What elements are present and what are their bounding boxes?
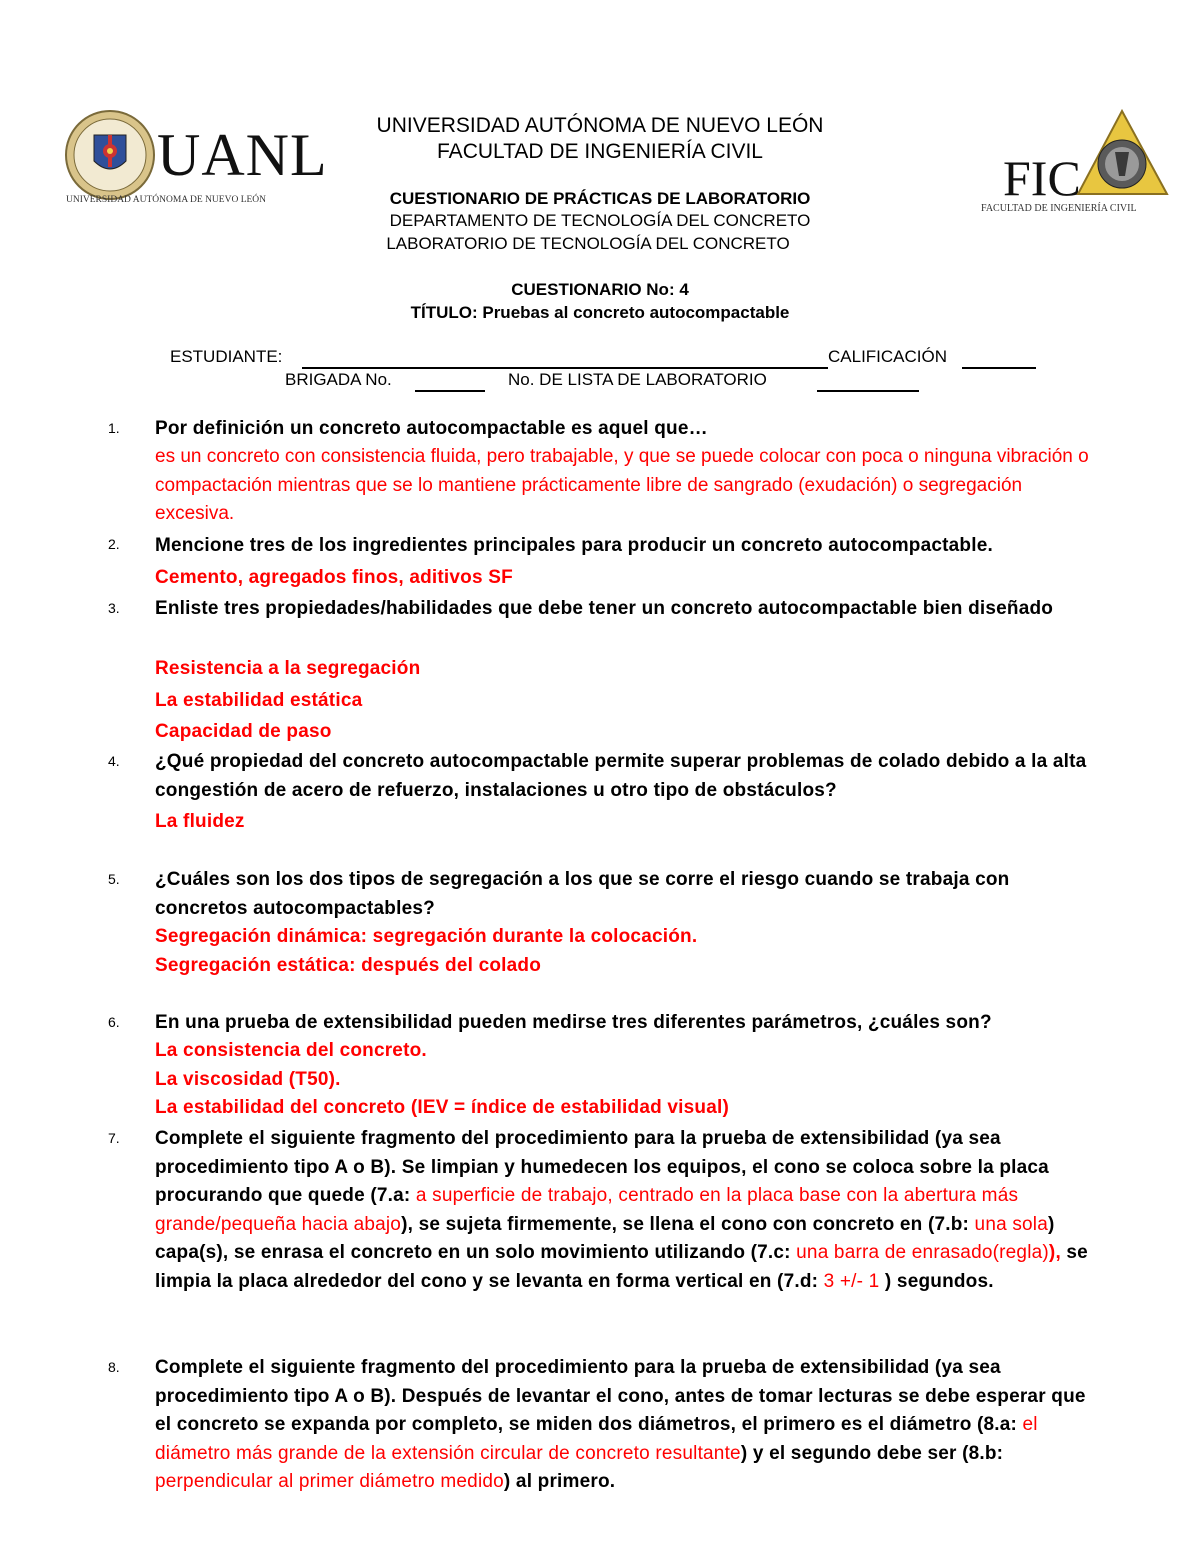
answer-6-item: La consistencia del concreto. xyxy=(155,1040,427,1061)
answer-7c: una barra de enrasado(regla) xyxy=(796,1242,1049,1263)
question-number: 5. xyxy=(108,871,120,887)
answer-8a: el diámetro más grande de la extensión circular de concreto resultante xyxy=(155,1414,1038,1464)
q8-text: ) y el segundo debe ser (8.b: xyxy=(740,1442,1004,1464)
question-8 xyxy=(155,1354,1090,1497)
q7-text: se limpia la placa alrededor del cono y se levanta en forma vertical en (7.d: xyxy=(155,1242,1088,1292)
q8-text: Complete el siguiente fragmento del procedimiento para la prueba de extensibilidad (ya sea procedimiento tipo A o B). Después de levantar el cono, antes de tomar lecturas se debe esperar que el concreto se expanda por completo, se miden dos diámetros, el primero es el diámetro (8.a: xyxy=(155,1357,1086,1435)
answer-2: Cemento, agregados finos, aditivos SF xyxy=(155,567,513,588)
q7-text: Complete el siguiente fragmento del procedimiento para la prueba de extensibilidad (ya sea procedimiento tipo A o B). Se limpian y humedecen los equipos, el cono se coloca sobre la placa procurando que quede (7.a: xyxy=(155,1128,1049,1206)
question-number: 4. xyxy=(108,753,120,769)
answer-7c-end: ), xyxy=(1048,1242,1061,1263)
answer-3-item: Resistencia a la segregación xyxy=(155,658,421,679)
fic-wordmark: FIC xyxy=(1003,150,1081,206)
student-label: ESTUDIANTE: xyxy=(170,347,283,366)
question-1: Por definición un concreto autocompactable es aquel que… xyxy=(155,418,708,439)
university-name: UNIVERSIDAD AUTÓNOMA DE NUEVO LEÓN xyxy=(376,114,824,137)
grade-label: CALIFICACIÓN xyxy=(828,347,948,366)
question-number: 7. xyxy=(108,1130,120,1146)
answer-8b: perpendicular al primer diámetro medido xyxy=(155,1471,504,1492)
question-number: 2. xyxy=(108,536,120,552)
question-3: Enliste tres propiedades/habilidades que debe tener un concreto autocompactable bien diseñado xyxy=(155,598,1054,619)
answer-3-item: La estabilidad estática xyxy=(155,690,363,711)
answer-4: La fluidez xyxy=(155,811,245,832)
brigade-label: BRIGADA No. xyxy=(285,370,392,389)
laboratory-name: LABORATORIO DE TECNOLOGÍA DEL CONCRETO xyxy=(386,234,790,253)
q8-text: ) al primero. xyxy=(503,1471,616,1492)
answer-6-item: La viscosidad (T50). xyxy=(155,1069,341,1090)
question-number: 8. xyxy=(108,1359,120,1375)
question-number: 1. xyxy=(108,420,120,436)
department-name: DEPARTAMENTO DE TECNOLOGÍA DEL CONCRETO xyxy=(389,211,811,230)
question-number: 6. xyxy=(108,1014,120,1030)
question-5: ¿Cuáles son los dos tipos de segregación a los que se corre el riesgo cuando se trabaja con concretos autocompactables? xyxy=(155,869,1010,919)
list-number-label: No. DE LISTA DE LABORATORIO xyxy=(508,370,767,389)
answer-7b: una sola xyxy=(974,1213,1048,1235)
question-7 xyxy=(155,1125,1090,1296)
faculty-name: FACULTAD DE INGENIERÍA CIVIL xyxy=(437,140,763,163)
grade-field[interactable] xyxy=(962,367,1036,369)
question-6: En una prueba de extensibilidad pueden medirse tres diferentes parámetros, ¿cuáles son? xyxy=(155,1012,992,1033)
q7-text: ) segundos. xyxy=(879,1270,994,1292)
answer-3-item: Capacidad de paso xyxy=(155,721,332,742)
q7-text: ), se sujeta firmemente, se llena el cono con concreto en (7.b: xyxy=(401,1213,975,1235)
uanl-caption: UNIVERSIDAD AUTÓNOMA DE NUEVO LEÓN xyxy=(66,195,267,205)
answer-1: es un concreto con consistencia fluida, pero trabajable, y que se puede colocar con poca o ninguna vibración o compactación mientras que se lo mantiene prácticamente libre de sangrado (exudación) o segregación excesiva. xyxy=(155,446,1089,524)
answer-6-item: La estabilidad del concreto (IEV = índice de estabilidad visual) xyxy=(155,1097,729,1118)
question-number: 3. xyxy=(108,600,120,616)
answer-7a: a superficie de trabajo, centrado en la placa base con la abertura más grande/pequeña hacia abajo xyxy=(155,1185,1019,1235)
question-4: ¿Qué propiedad del concreto autocompactable permite superar problemas de colado debido a la alta congestión de acero de refuerzo, instalaciones u otro tipo de obstáculos? xyxy=(155,751,1087,801)
answer-5-item: Segregación dinámica: segregación durante la colocación. xyxy=(155,926,698,947)
answer-7d: 3 +/- 1 xyxy=(823,1270,880,1292)
q7-text: ) capa(s), se enrasa el concreto en un solo movimiento utilizando (7.c: xyxy=(155,1213,1055,1263)
fic-caption: FACULTAD DE INGENIERÍA CIVIL xyxy=(981,203,1137,214)
answer-5-item: Segregación estática: después del colado xyxy=(155,955,542,976)
student-field[interactable] xyxy=(302,367,828,369)
document-title: CUESTIONARIO DE PRÁCTICAS DE LABORATORIO xyxy=(389,189,811,208)
quiz-title: TÍTULO: Pruebas al concreto autocompactable xyxy=(410,303,790,322)
brigade-field[interactable] xyxy=(415,390,485,392)
question-2: Mencione tres de los ingredientes principales para producir un concreto autocompactable. xyxy=(155,535,993,556)
quiz-number: CUESTIONARIO No: 4 xyxy=(511,280,689,299)
list-number-field[interactable] xyxy=(817,390,919,392)
uanl-wordmark: UANL xyxy=(157,122,328,188)
